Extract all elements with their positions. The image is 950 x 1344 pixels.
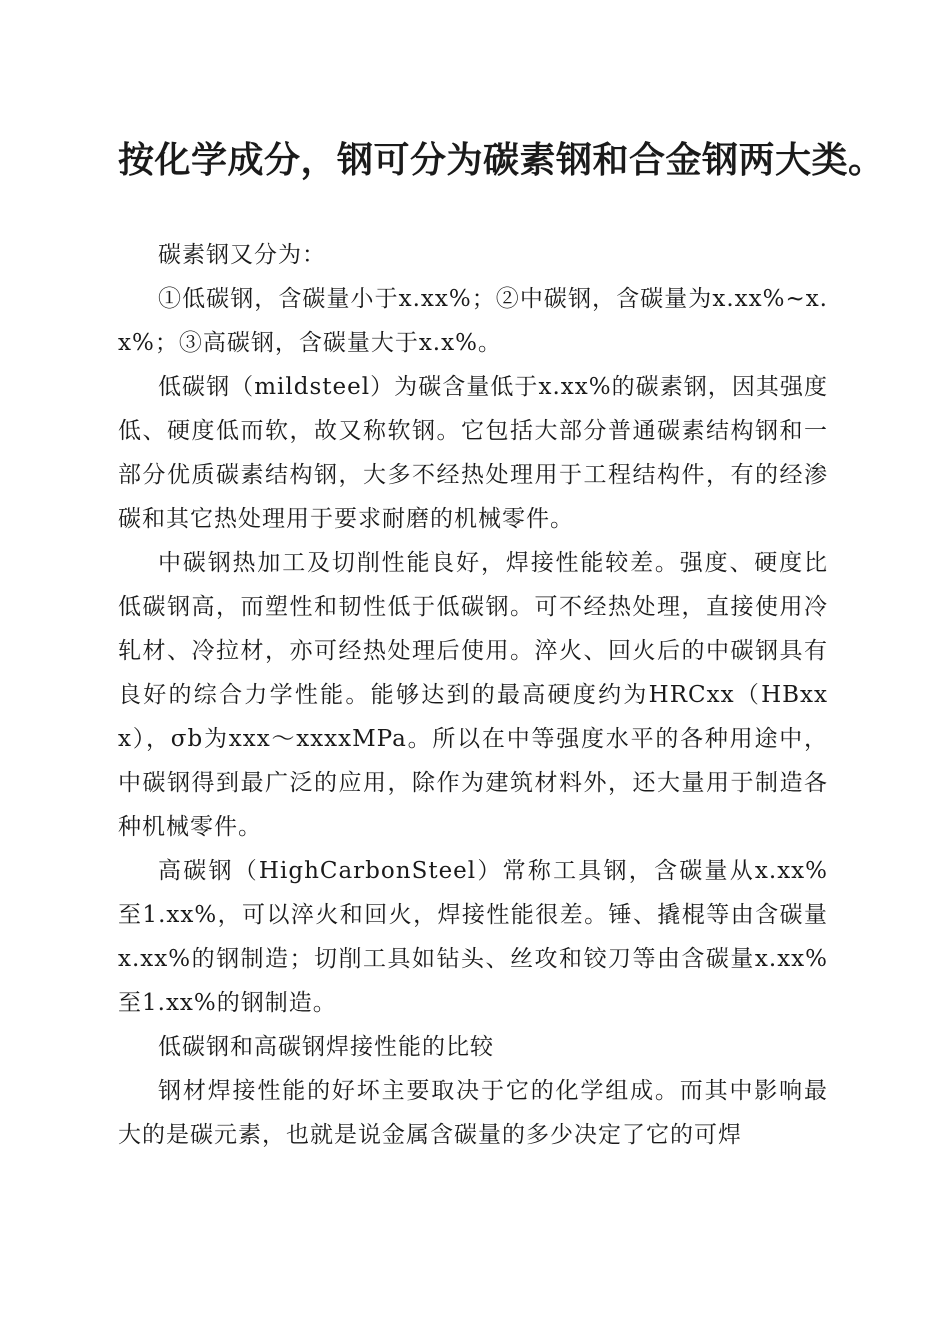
paragraph: ①低碳钢，含碳量小于x.xx%；②中碳钢，含碳量为x.xx%~x.x%；③高碳钢，含碳量大于x.x%。 xyxy=(118,286,828,356)
paragraph: 低碳钢（mildsteel）为碳含量低于x.xx%的碳素钢，因其强度低、硬度低而软，故又称软钢。它包括大部分普通碳素结构钢和一部分优质碳素结构钢，大多不经热处理用于工程结构件，有的经渗碳和其它热处理用于要求耐磨的机械零件。 xyxy=(118,374,828,532)
paragraph: 高碳钢（HighCarbonSteel）常称工具钢，含碳量从x.xx%至1.xx%，可以淬火和回火，焊接性能很差。锤、撬棍等由含碳量x.xx%的钢制造；切削工具如钻头、丝攻和铰刀等由含碳量x.xx%至1.xx%的钢制造。 xyxy=(118,858,828,1016)
paragraph: 低碳钢和高碳钢焊接性能的比较 xyxy=(158,1034,494,1060)
paragraph: 中碳钢热加工及切削性能良好，焊接性能较差。强度、硬度比低碳钢高，而塑性和韧性低于低碳钢。可不经热处理，直接使用冷轧材、冷拉材，亦可经热处理后使用。淬火、回火后的中碳钢具有良好的综合力学性能。能够达到的最高硬度约为HRCxx（HBxxx），σb为xxx～xxxxMPa。所以在中等强度水平的各种用途中，中碳钢得到最广泛的应用，除作为建筑材料外，还大量用于制造各种机械零件。 xyxy=(118,550,828,840)
paragraph: 钢材焊接性能的好坏主要取决于它的化学组成。而其中影响最大的是碳元素，也就是说金属含碳量的多少决定了它的可焊 xyxy=(118,1078,828,1148)
paragraph: 碳素钢又分为： xyxy=(158,242,326,268)
document-title: 按化学成分，钢可分为碳素钢和合金钢两大类。 xyxy=(118,139,885,181)
document-body xyxy=(118,233,828,1157)
